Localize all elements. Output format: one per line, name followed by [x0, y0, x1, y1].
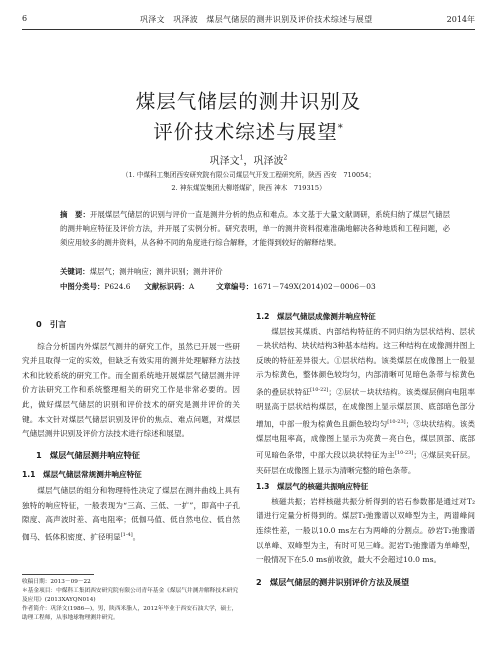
article-number: 1671－749X(2014)02－0006－03	[253, 282, 376, 291]
abstract-text: 开展煤层气储层的识别与评价一直是测井分析的热点和难点。本文基于大量文献调研，系统归纳了煤层气储层的测井响应特征及评价方法，并开展了实例分析。研究表明，单一的测井资料很难准确地解决各种地质和工程问题，必须应用较多的测井资料，从各种不同的角度进行综合解释，才能得到较好的解释结果。	[60, 210, 450, 248]
section-1-heading: 1 煤层气储层测井响应特征	[36, 449, 140, 460]
article-number-label: 文章编号：	[216, 282, 254, 291]
clc-code: P624.6	[104, 282, 131, 291]
affiliation-2: 2. 神东煤炭集团大柳塔煤矿，陕西 神木 719315）	[171, 184, 326, 192]
running-header	[22, 14, 475, 30]
section-1-2-text-a: 煤层按其煤质、内部结构特征的不同归纳为层状结构、层状－块状结构、块状结构3种基本结构。这三种结构在成像测井图上反映的特征差异很大。①层状结构。该类煤层在成像图上一般显示为棕黄色，整体颜色较均匀，内部清晰可见暗色条带与棕黄色条的叠层状特征	[256, 326, 475, 397]
section-1-2-citation-1: [10-22]	[310, 386, 329, 393]
keywords-label: 关键词：	[60, 267, 90, 276]
keywords-text: 煤层气；测井响应；测井识别；测井评价	[89, 267, 223, 276]
title-line-2	[0, 115, 497, 146]
section-1-1-citation: [1-4]	[120, 531, 133, 538]
classification-line	[60, 281, 480, 292]
header-rule	[22, 29, 475, 30]
section-1-3-heading: 1.3 煤层气的核磁共振响应特征	[256, 482, 369, 492]
author-line	[0, 152, 497, 167]
abstract	[60, 208, 450, 251]
section-1-2-citation-2: [10-23]	[387, 418, 406, 425]
intro-heading: 0 引言	[36, 319, 67, 329]
paper-title	[0, 88, 497, 146]
clc-label: 中图分类号：	[60, 282, 105, 291]
section-1-3-paragraph: 核磁共振；岩样核磁共振分析得到的岩石参数都是通过对T₂谱进行定量分析得到的。煤层T₂弛豫谱以双峰型为主，两谱峰间连续性差，一般以10.0 ms左右为两峰的分割点。砂岩T₂弛豫谱以单峰、双峰型为主，有时可见三峰。泥岩T₂弛豫谱为单峰型，一般情况下在5.0 ms前收敛，最大不会超过10.0 ms。	[256, 496, 475, 565]
doc-code: A	[188, 282, 195, 291]
right-column	[256, 310, 475, 589]
section-1-2-heading: 1.2 煤层气储层成像测井响应特征	[256, 312, 376, 321]
left-column	[22, 305, 240, 545]
footnote-author: 作者简介：巩泽文(1986—)，男，陕西米脂人，2012年毕业于西安石油大学，硕士，助理工程师，从事地球物理测井研究。	[22, 606, 238, 621]
title-line-2-text: 评价技术综述与展望	[153, 120, 338, 144]
section-1-2-text-d: ；④煤层夹矸层。夹矸层在成像图上显示为清晰完整的暗色条带。	[256, 450, 475, 475]
running-title: 巩泽文 巩泽波 煤层气储层的测井识别及评价技术综述与展望	[140, 15, 373, 24]
author-separator: ，	[243, 156, 254, 167]
abstract-label: 摘 要：	[60, 210, 91, 219]
author-1-affiliation: 1	[239, 154, 244, 162]
title-line-1: 煤层气储层的测井识别及	[135, 90, 362, 113]
author-2: 巩泽波	[253, 156, 284, 167]
intro-paragraph: 综合分析国内外煤层气测井的研究工作，虽然已开展一些研究并且取得一定的实效，但缺乏有效实用的测井处理解释方法技术和比较系统的研究工作。而全面系统地开展煤层气储层测井评价方法研究工作和系统整理相关的研究工作是非常必要的。因此，做好煤层气储层的识别和评价技术的研究是测井评价的关键。本文针对煤层气储层识别及评价的焦点、难点问题，对煤层气储层测井识别及评价方法技术进行综述和展望。	[22, 341, 240, 439]
footnote-rule	[22, 574, 94, 575]
section-1-2-paragraph	[256, 325, 475, 479]
page-number: 6	[22, 14, 28, 23]
author-2-affiliation: 2	[283, 154, 288, 162]
affiliation-1: （1. 中煤科工集团西安研究院有限公司煤层气开发工程研究所，陕西 西安 710054；	[121, 171, 376, 179]
doc-code-label: 文献标识码：	[144, 282, 189, 291]
section-1-1-paragraph	[22, 484, 240, 545]
title-fund-mark: *	[337, 123, 344, 134]
footnotes	[22, 578, 240, 623]
section-1-1-heading: 1.1 煤层气储层常规测井响应特征	[22, 470, 142, 480]
footnote-fund: ＊基金项目：中煤科工集团西安研究院有限公司青年基金《煤层气井测井解释技术研究及应用》(2013XAYQN014)	[22, 588, 239, 603]
keywords	[60, 266, 460, 277]
section-1-2-text-c: ；③块状结构。该类煤层电阻率高，成像图上显示为亮黄－亮白色，煤层顶部、底部可见暗色条带，中部大段以块状特征为主	[256, 419, 476, 460]
author-1: 巩泽文	[209, 156, 240, 167]
footnote-received: 收稿日期：2013－09－22	[22, 579, 91, 585]
section-2-heading: 2 煤层气储层的测井识别评价方法及展望	[256, 576, 410, 587]
section-1-2-text-b: ；②层状－块状结构。该类煤层侧向电阻率明显高于层状结构煤层，在成像图上显示煤层顶、底部暗色部分增加，中部一般为棕黄色且颜色较均匀	[256, 387, 475, 429]
section-1-1-end: 。	[132, 532, 141, 542]
section-1-1-text: 煤层气储层的组分和物理特性决定了煤层在测井曲线上具有独特的响应特征，一般表现为“三高、三低、一扩”，即高中子孔隙度、高声波时差、高电阻率；低伽马值、低自然电位、低自然伽马、低体积密度、扩径明显	[22, 485, 240, 542]
section-1-2-citation-3: [10-23]	[395, 450, 414, 457]
issue-year: 2014年	[446, 15, 475, 24]
